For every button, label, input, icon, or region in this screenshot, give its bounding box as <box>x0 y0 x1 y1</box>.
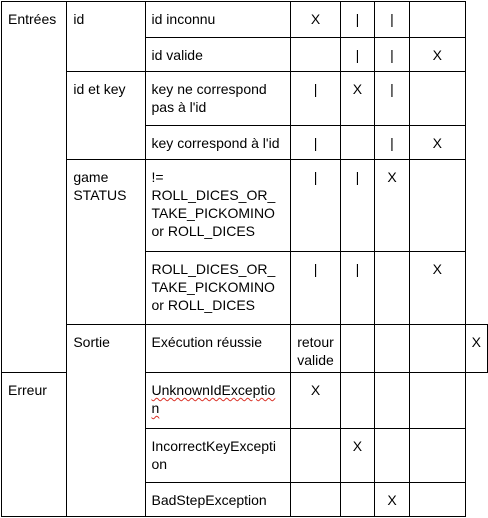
case-retour-valide: retour valide <box>291 325 341 373</box>
case-status-neq: != ROLL_DICES_OR_ TAKE_PICKOMINO or ROLL_DICES <box>145 160 291 252</box>
mark-bar: | <box>375 72 410 126</box>
group-id: id <box>67 2 145 72</box>
mark-x: X <box>291 2 341 38</box>
mark-x: X <box>409 38 465 72</box>
mark-empty <box>409 160 465 252</box>
mark-bar: | <box>340 2 374 38</box>
mark-empty <box>291 429 341 483</box>
section-entrees: Entrées <box>2 2 67 373</box>
mark-x: X <box>375 160 410 252</box>
mark-empty <box>340 325 374 373</box>
table-row <box>2 72 488 126</box>
mark-bar: | <box>375 126 410 160</box>
mark-bar: | <box>291 72 341 126</box>
mark-empty <box>409 373 465 429</box>
table-row <box>2 2 488 38</box>
case-id-inconnu: id inconnu <box>145 2 291 38</box>
case-key-match: key correspond à l'id <box>145 126 291 160</box>
table-row <box>2 160 488 252</box>
section-sortie: Sortie <box>67 325 145 517</box>
mark-empty <box>409 483 465 517</box>
mark-bar: | <box>291 252 341 325</box>
mark-x: X <box>409 126 465 160</box>
mark-x: X <box>291 373 341 429</box>
mark-x: X <box>465 325 487 373</box>
exception-name: UnknownIdExceptio n <box>151 382 276 416</box>
case-status-eq: ROLL_DICES_OR_ TAKE_PICKOMINO or ROLL_DICES <box>145 252 291 325</box>
group-id-key: id et key <box>67 72 145 160</box>
case-key-no-match: key ne correspond pas à l'id <box>145 72 291 126</box>
mark-empty <box>291 483 341 517</box>
mark-bar: | <box>340 38 374 72</box>
mark-bar: | <box>291 160 341 252</box>
group-erreur: Erreur <box>2 373 67 517</box>
mark-empty <box>409 72 465 126</box>
mark-empty <box>409 2 465 38</box>
case-exc-incorrect-key: IncorrectKeyExcepti on <box>145 429 291 483</box>
mark-empty <box>375 429 410 483</box>
mark-empty <box>375 325 410 373</box>
mark-bar: | <box>375 2 410 38</box>
mark-x: X <box>340 72 374 126</box>
table-row <box>2 325 488 373</box>
mark-empty <box>291 38 341 72</box>
mark-bar: | <box>291 126 341 160</box>
group-exec-ok: Exécution réussie <box>145 325 291 373</box>
mark-empty <box>340 126 374 160</box>
mark-empty <box>340 373 374 429</box>
test-matrix-table <box>1 1 488 517</box>
mark-x: X <box>340 429 374 483</box>
case-exc-unknown-id <box>145 373 291 429</box>
mark-empty <box>375 373 410 429</box>
mark-empty <box>340 483 374 517</box>
case-id-valide: id valide <box>145 38 291 72</box>
mark-empty <box>409 429 465 483</box>
mark-x: X <box>375 483 410 517</box>
mark-empty <box>409 325 465 373</box>
mark-bar: | <box>340 252 374 325</box>
mark-empty <box>375 252 410 325</box>
group-game-status: game STATUS <box>67 160 145 325</box>
mark-x: X <box>409 252 465 325</box>
case-exc-bad-step: BadStepException <box>145 483 291 517</box>
mark-bar: | <box>375 38 410 72</box>
mark-bar: | <box>340 160 374 252</box>
